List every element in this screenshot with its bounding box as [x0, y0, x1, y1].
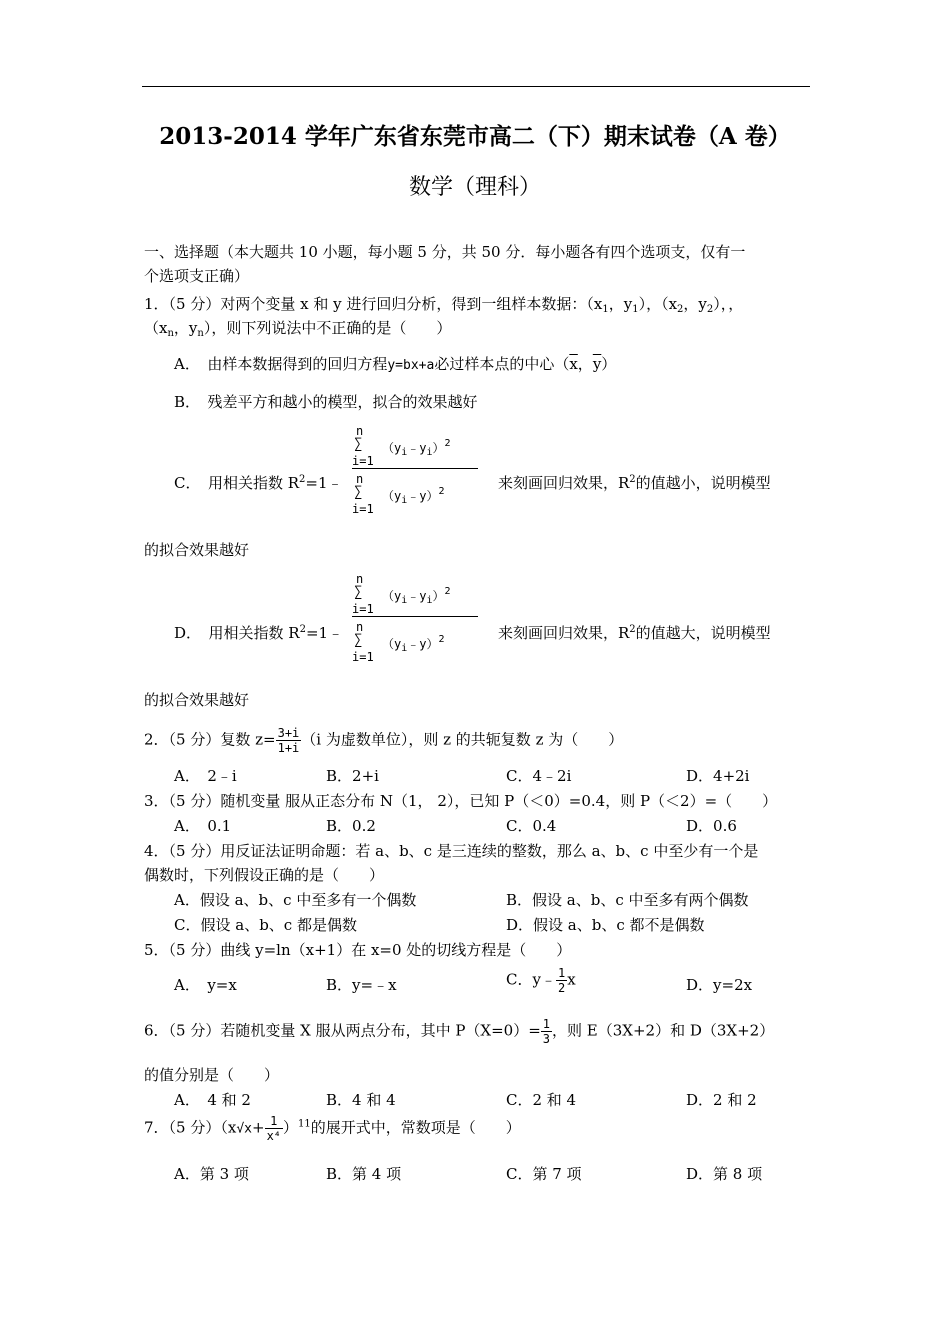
- header-rule: [142, 86, 810, 87]
- page-title: 2013-2014 学年广东省东莞市高二（下）期末试卷（A 卷）: [159, 123, 791, 150]
- q3-option-a: A． 0.1: [174, 817, 232, 835]
- q3-option-d: D．0.6: [686, 817, 737, 835]
- q5-stem: 5．（5 分）曲线 y=ln（x+1）在 x=0 处的切线方程是（ ）: [144, 941, 572, 959]
- q5-option-b: B．y=﹣x: [326, 976, 397, 994]
- q4-stem-line2: 偶数时，下列假设正确的是（ ）: [144, 866, 385, 884]
- q3-option-b: B．0.2: [326, 817, 376, 835]
- q1-option-b: B． 残差平方和越小的模型，拟合的效果越好: [174, 393, 478, 411]
- q1-option-c: C． 用相关指数 $R^2=1﹣$: [174, 474, 343, 492]
- q2-option-b: B．2+i: [326, 767, 379, 785]
- q1-option-d: D． 用相关指数 $R^2=1﹣$: [174, 624, 344, 642]
- section-heading-line2: 个选项支正确）: [144, 267, 250, 285]
- q4-option-a: A．假设 a、b、c 中至多有一个偶数: [174, 891, 417, 909]
- q7-option-a: A．第 3 项: [174, 1165, 249, 1183]
- q4-option-b: B．假设 a、b、c 中至多有两个偶数: [506, 891, 749, 909]
- q4-option-c: C．假设 a、b、c 都是偶数: [174, 916, 357, 934]
- q1-option-c-tail: 来刻画回归效果，$R^2$的值越小，说明模型: [498, 474, 771, 492]
- q5-option-d: D．y=2x: [686, 976, 753, 994]
- q7-option-d: D．第 8 项: [686, 1165, 763, 1183]
- q6-option-d: D．2 和 2: [686, 1091, 757, 1109]
- q6-option-b: B．4 和 4: [326, 1091, 396, 1109]
- page-subtitle: 数学（理科）: [408, 175, 541, 200]
- q5-option-c: C．y﹣ $\frac{1}{2}$ x: [506, 966, 576, 995]
- q6-option-a: A． 4 和 2: [174, 1091, 251, 1109]
- q5-option-a: A． y=x: [174, 976, 237, 994]
- q2-option-a: A． 2﹣i: [174, 767, 237, 785]
- q1-stem-line1: 1．（5 分）对两个变量 x 和 y 进行回归分析，得到一组样本数据：（$x_1$，$y_1$），（$x_2$，$y_2$），，: [144, 295, 744, 315]
- q4-option-d: D．假设 a、b、c 都不是偶数: [506, 916, 705, 934]
- q1-option-d-tail: 来刻画回归效果，$R^2$的值越大，说明模型: [498, 624, 771, 642]
- q1-option-a: A． 由样本数据得到的回归方程y=bx+a必过样本点的中心（$\overline{x}$，$\overline{y}$）: [174, 355, 617, 373]
- q6-stem-line2: 的值分别是（ ）: [144, 1066, 280, 1084]
- q7-option-b: B．第 4 项: [326, 1165, 402, 1183]
- q2-option-c: C．4﹣2i: [506, 767, 572, 785]
- q7-stem: 7．（5 分）（x√x+ $\frac{1}{\text{x⁴}}$ ）$^{11}$的展开式中，常数项是（ ）: [144, 1114, 521, 1143]
- q6-option-c: C．2 和 4: [506, 1091, 577, 1109]
- q3-stem: 3．（5 分）随机变量 服从正态分布 N（1， 2），已知 P（＜0）=0.4，则 P（＜2）=（ ）: [144, 792, 778, 810]
- q4-stem-line1: 4．（5 分）用反证法证明命题：若 a、b、c 是三连续的整数，那么 a、b、c 中至少有一个是: [144, 842, 759, 860]
- q2-option-d: D．4+2i: [686, 767, 750, 785]
- q2-stem: 2．（5 分）复数 z= $\frac{3+i}{1+i}$ （i 为虚数单位），则 z 的共轭复数 z 为（ ）: [144, 726, 624, 755]
- section-heading-line1: 一、选择题（本大题共 10 小题，每小题 5 分，共 50 分．每小题各有四个选项支，仅有一: [144, 243, 746, 261]
- q7-option-c: C．第 7 项: [506, 1165, 582, 1183]
- q1-option-c-cont: 的拟合效果越好: [144, 541, 250, 559]
- q1-stem-line2: （$x_n$，$y_n$），则下列说法中不正确的是（ ）: [144, 319, 452, 339]
- q3-option-c: C．0.4: [506, 817, 557, 835]
- q1-option-d-cont: 的拟合效果越好: [144, 691, 250, 709]
- q6-stem-line1: 6．（5 分）若随机变量 X 服从两点分布，其中 P（X=0）= $\frac{1}{3}$ ，则 E（3X+2）和 D（3X+2）: [144, 1017, 775, 1046]
